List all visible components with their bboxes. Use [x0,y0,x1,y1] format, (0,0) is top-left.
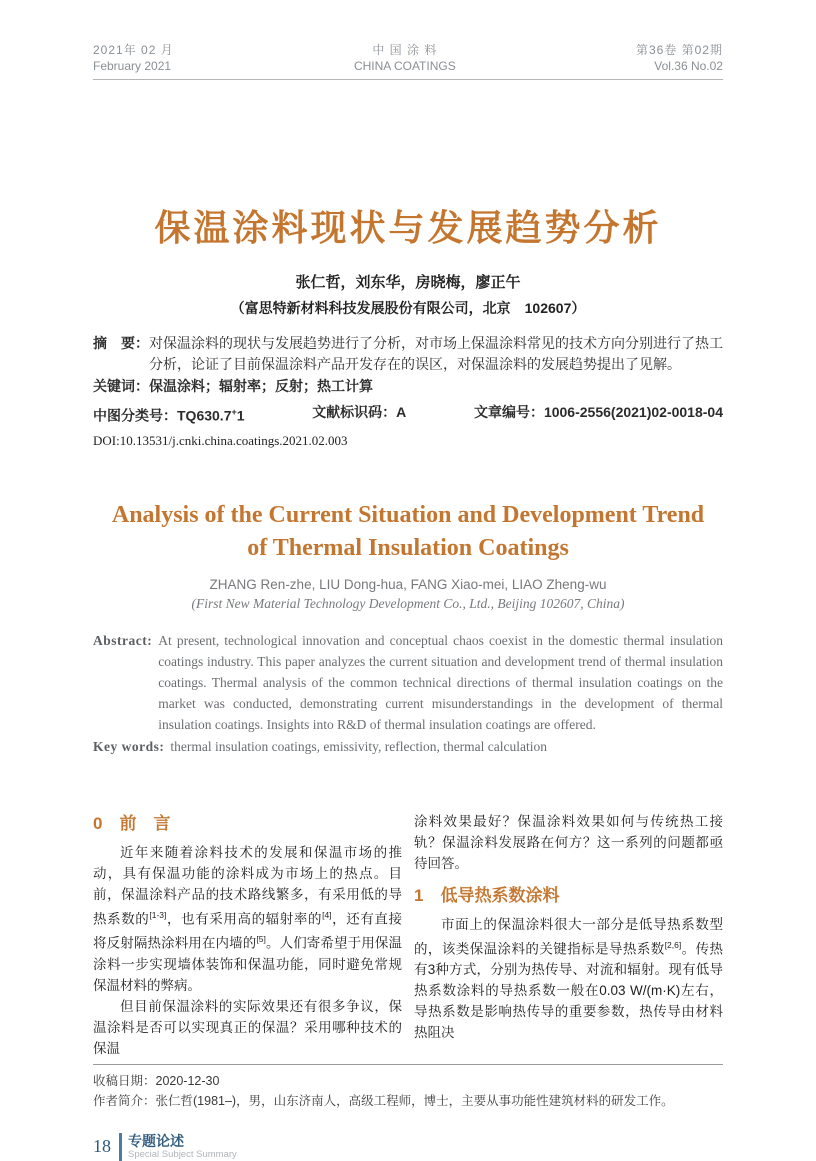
keywords-cn-label: 关键词： [93,378,149,394]
section-1-heading: 1 低导热系数涂料 [414,885,560,905]
issue-date-cn: 2021年 02 月 [93,43,174,57]
header-volume [636,42,723,74]
ref-5: [5] [256,934,266,945]
journal-name-cn: 中 国 涂 料 [372,43,438,57]
intro-paragraph-2: 但目前保温涂料的实际效果还有很多争议，保温涂料是否可以实现真正的保温？采用哪种技术的保温 [93,998,402,1056]
keywords-cn-text: 保温涂料；辐射率；反射；热工计算 [149,378,373,394]
footer-column-cn: 专题论述 [128,1132,184,1149]
header-issue-date [93,42,174,74]
body-column-right [414,811,723,1059]
volume-cn: 第36卷 第02期 [635,43,723,57]
ref-2-6: [2,6] [664,939,682,950]
footer-divider-bar [119,1133,122,1161]
abstract-en-label: Abstract: [93,632,153,648]
journal-name-en: CHINA COATINGS [353,59,456,73]
affiliation-en: (First New Material Technology Development Co., Ltd., Beijing 102607, China) [191,595,625,611]
header-journal-name [354,42,456,74]
footer-column-labels [128,1133,237,1161]
volume-en: Vol.36 No.02 [654,59,723,73]
document-code: 文献标识码：A [312,404,407,420]
page-number: 18 [93,1136,111,1157]
article-title-cn: 保温涂料现状与发展趋势分析 [154,207,662,248]
article-title-en-line1: Analysis of the Current Situation and Development Trend [111,501,705,528]
abstract-en [93,630,723,735]
article-number: 文章编号：1006-2556(2021)02-0018-04 [473,404,723,420]
doi: DOI:10.13531/j.cnki.china.coatings.2021.02.003 [93,432,348,448]
journal-header [93,42,723,80]
footnote [93,1065,723,1111]
ref-1-3: [1-3] [149,909,167,920]
intro-paragraph-1: 近年来随着涂料技术的发展和保温市场的推动，具有保温功能的涂料成为市场上的热点。目前，保温涂料产品的技术路线繁多，有采用低的导热系数的[1-3]，也有采用高的辐射率的[4]，还有直接将反射隔热涂料用在内墙的[5]。人们寄希望于用保温涂料一步实现墙体装饰和保温功能，同时避免常规保温材料的弊病。 [93,844,403,993]
abstract-cn-label: 摘 要： [93,335,149,351]
body-columns [93,811,723,1059]
abstract-cn-text: 对保温涂料的现状与发展趋势进行了分析，对市场上保温涂料常见的技术方向分别进行了热工分析，论证了目前保温涂料产品开发存在的误区，对保温涂料的发展趋势提出了见解。 [149,335,723,372]
abstract-en-text: At present, technological innovation and conceptual chaos coexist in the domestic thermal insulation coatings industry. This paper analyzes the current situation and development trend of thermal insulation coatings. Thermal analysis of the common technical directions of thermal insulation coatings on the market was conducted, demonstrating current misunderstandings in the development of thermal insulation coatings. Insights into R&D of thermal insulation coatings are offered. [158,632,723,732]
footer-column-en: Special Subject Summary [128,1148,237,1160]
keywords-cn [93,376,723,397]
keywords-en [93,736,723,757]
clc-superscript: + [231,407,237,417]
keywords-en-label: Key words: [93,738,165,754]
ref-4: [4] [322,909,332,920]
article-title-en-line2: of Thermal Insulation Coatings [247,534,569,561]
meta-row [93,402,723,427]
abstract-cn [93,333,723,375]
footnote-received-date: 收稿日期：2020-12-30 [93,1073,220,1088]
intro-paragraph-2-continued: 涂料效果最好？保温涂料效果如何与传统热工接轨？保温涂料发展路在何方？这一系列的问题都亟待回答。 [414,813,723,871]
body-column-left [93,811,402,1059]
authors-en: ZHANG Ren-zhe, LIU Dong-hua, FANG Xiao-mei, LIAO Zheng-wu [209,576,607,592]
clc-number: 中图分类号：TQ630.7+1 [93,407,245,424]
keywords-en-text: thermal insulation coatings, emissivity, reflection, thermal calculation [170,738,548,754]
authors-cn: 张仁哲，刘东华，房晓梅，廖正午 [295,274,521,291]
footnote-author-bio: 作者简介：张仁哲(1981–)，男，山东济南人，高级工程师，博士，主要从事功能性建筑材料的研发工作。 [93,1093,674,1108]
page-footer [93,1133,723,1161]
affiliation-cn: （富思特新材料科技发展股份有限公司，北京 102607） [230,300,586,316]
article-title-en [93,499,723,565]
section-0-heading: 0 前 言 [93,813,171,833]
section-1-paragraph-1: 市面上的保温涂料很大一部分是低导热系数型的，该类保温涂料的关键指标是导热系数[2,6]。传热有3种方式，分别为热传导、对流和辐射。现有低导热系数涂料的导热系数一般在0.03 W/(m·K)左右，导热系数是影响热传导的重要参数，热传导由材料热阻决 [414,916,724,1041]
issue-date-en: February 2021 [93,59,172,73]
